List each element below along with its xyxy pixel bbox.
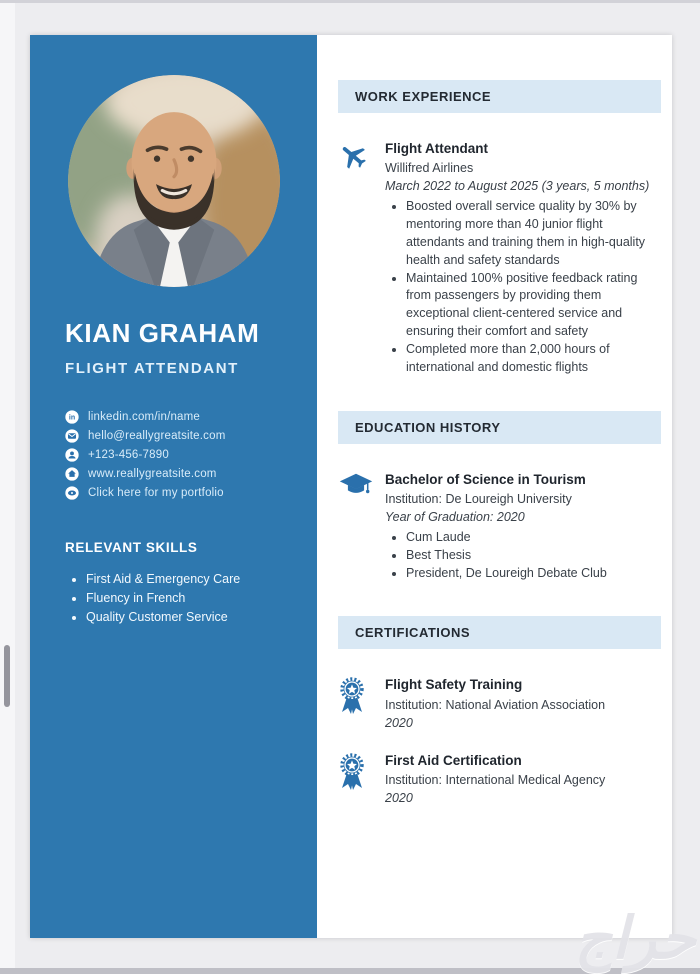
contact-list bbox=[65, 410, 305, 500]
person-job-title: FLIGHT ATTENDANT bbox=[65, 360, 239, 377]
work-bullet: • Boosted overall service quality by 30% by mentoring more than 40 junior flight attendants and training them in high-quality health and safety standards bbox=[406, 198, 660, 270]
person-name: KIAN GRAHAM bbox=[65, 318, 260, 348]
contact-phone-text: +123-456-7890 bbox=[88, 449, 169, 461]
certification-year: 2020 bbox=[385, 790, 413, 805]
work-bullet: • Completed more than 2,000 hours of international and domestic flights bbox=[406, 341, 660, 377]
skill-item: • First Aid & Emergency Care bbox=[86, 570, 303, 589]
left-margin-strip bbox=[0, 3, 15, 968]
screen-bottom-edge bbox=[0, 968, 700, 974]
work-dates: March 2022 to August 2025 (3 years, 5 months) bbox=[385, 179, 650, 194]
contact-portfolio-text[interactable]: Click here for my portfolio bbox=[88, 487, 224, 499]
certification-title: First Aid Certification bbox=[385, 752, 522, 768]
resume-main-column bbox=[317, 35, 672, 938]
work-experience-section-bar bbox=[338, 80, 661, 113]
education-section-bar bbox=[338, 411, 661, 444]
graduation-cap-icon bbox=[338, 470, 385, 583]
skill-item: • Quality Customer Service bbox=[86, 608, 303, 627]
certification-entry-body bbox=[385, 675, 660, 732]
home-icon bbox=[65, 467, 79, 481]
resume-page bbox=[30, 35, 672, 938]
contact-linkedin-text: linkedin.com/in/name bbox=[88, 411, 201, 423]
education-entry bbox=[338, 470, 660, 583]
certification-year: 2020 bbox=[385, 715, 413, 730]
certification-institution: Institution: National Aviation Association bbox=[385, 697, 606, 712]
education-bullet-list bbox=[385, 529, 660, 583]
education-bullet: • Cum Laude bbox=[406, 529, 660, 547]
education-bullet: • Best Thesis bbox=[406, 547, 660, 565]
award-ribbon-icon bbox=[338, 675, 385, 732]
skill-item: • Fluency in French bbox=[86, 589, 303, 608]
contact-email-text: hello@reallygreatsite.com bbox=[88, 430, 226, 442]
work-job-title: Flight Attendant bbox=[385, 141, 488, 156]
contact-email bbox=[65, 429, 305, 443]
certification-entry bbox=[338, 675, 660, 732]
contact-website bbox=[65, 467, 305, 481]
certifications-heading: CERTIFICATIONS bbox=[355, 625, 471, 641]
certification-institution: Institution: International Medical Agency bbox=[385, 772, 606, 787]
relevant-skills-heading: RELEVANT SKILLS bbox=[65, 540, 198, 555]
person-icon bbox=[65, 448, 79, 462]
email-icon bbox=[65, 429, 79, 443]
education-institution: Institution: De Loureigh University bbox=[385, 492, 572, 507]
skills-list bbox=[72, 570, 303, 627]
education-heading: EDUCATION HISTORY bbox=[355, 419, 501, 435]
eye-icon bbox=[65, 486, 79, 500]
contact-website-text: www.reallygreatsite.com bbox=[88, 468, 217, 480]
award-ribbon-icon bbox=[338, 751, 385, 808]
site-watermark: حراج bbox=[574, 904, 696, 972]
svg-text:in: in bbox=[68, 414, 76, 422]
contact-linkedin bbox=[65, 410, 305, 424]
work-company: Willifred Airlines bbox=[385, 161, 474, 176]
resume-sidebar bbox=[30, 35, 317, 938]
education-entry-body bbox=[385, 470, 660, 583]
linkedin-icon bbox=[65, 410, 79, 424]
contact-phone bbox=[65, 448, 305, 462]
airplane-icon bbox=[338, 139, 385, 377]
work-bullet: • Maintained 100% positive feedback rating from passengers by providing them exceptional client-centered service and ensuring their comfort and safety bbox=[406, 270, 660, 342]
certification-entry bbox=[338, 751, 660, 808]
work-entry-body bbox=[385, 139, 660, 377]
education-year: Year of Graduation: 2020 bbox=[385, 509, 525, 524]
certification-entry-body bbox=[385, 751, 660, 808]
education-degree: Bachelor of Science in Tourism bbox=[385, 471, 586, 487]
education-bullet: • President, De Loureigh Debate Club bbox=[406, 565, 660, 583]
profile-photo bbox=[68, 75, 280, 287]
work-experience-heading: WORK EXPERIENCE bbox=[355, 89, 492, 104]
left-scrollbar-thumb[interactable] bbox=[4, 645, 10, 707]
screen-top-edge bbox=[0, 0, 700, 3]
work-bullet-list bbox=[385, 198, 660, 377]
profile-photo-illustration bbox=[68, 75, 280, 287]
certifications-section-bar bbox=[338, 616, 661, 649]
contact-portfolio-link[interactable] bbox=[65, 486, 305, 500]
certification-title: Flight Safety Training bbox=[385, 677, 523, 693]
work-entry bbox=[338, 139, 660, 377]
